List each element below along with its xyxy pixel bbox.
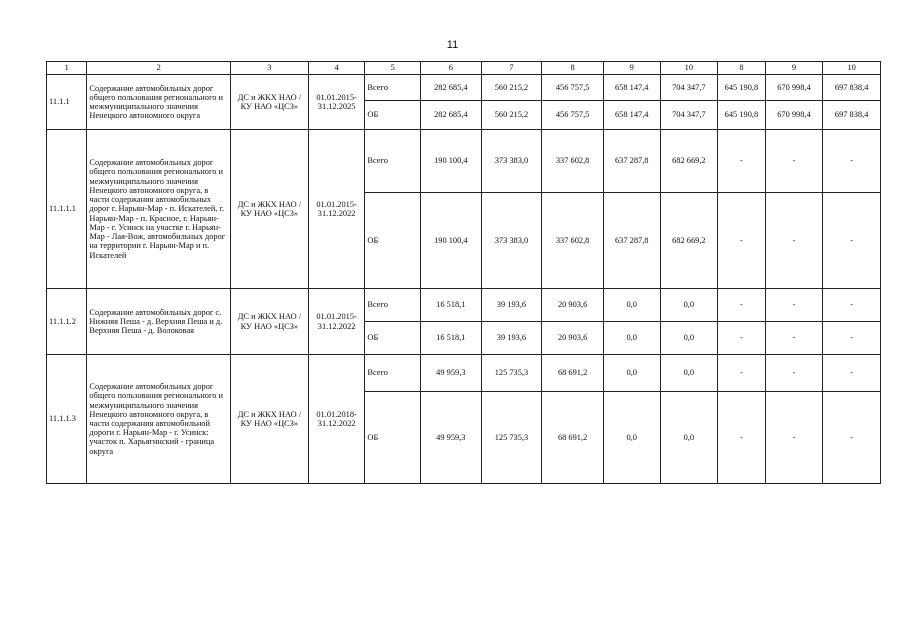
budget-table	[46, 61, 881, 484]
column-number: 9	[603, 62, 660, 75]
table-row	[47, 355, 881, 392]
item-code: 11.1.1.2	[47, 289, 87, 355]
table-row	[47, 130, 881, 193]
amount-cell: 190 100,4	[421, 193, 482, 289]
page-number: 11	[446, 39, 459, 51]
amount-cell: 39 193,6	[481, 322, 542, 355]
column-number: 2	[87, 62, 231, 75]
amount-cell: -	[718, 130, 766, 193]
amount-cell: 670 998,4	[765, 101, 823, 130]
amount-cell: 658 147,4	[603, 75, 660, 101]
amount-cell: -	[765, 322, 823, 355]
amount-cell: 637 287,8	[603, 193, 660, 289]
amount-cell: 39 193,6	[481, 289, 542, 322]
amount-cell: -	[718, 392, 766, 484]
amount-cell: -	[823, 289, 881, 322]
column-number: 5	[365, 62, 421, 75]
funding-source: ОБ	[365, 322, 421, 355]
item-period: 01.01.2018-31.12.2022	[308, 355, 365, 484]
amount-cell: 16 518,1	[421, 289, 482, 322]
item-code: 11.1.1	[47, 75, 87, 130]
item-executor: ДС и ЖКХ НАО / КУ НАО «ЦСЗ»	[230, 289, 308, 355]
amount-cell: 704 347,7	[660, 101, 718, 130]
funding-source: ОБ	[365, 193, 421, 289]
item-name: Содержание автомобильных дорог общего пользования регионального и межмуниципального значения Ненецкого автономного округа, в части содержания автомобильной дороги г. Нарьян-Мар - г. Усинск: участок п. Харьягинский - граница округа	[87, 355, 231, 484]
column-number: 1	[47, 62, 87, 75]
amount-cell: -	[718, 322, 766, 355]
item-period: 01.01.2015-31.12.2022	[308, 289, 365, 355]
amount-cell: -	[823, 322, 881, 355]
amount-cell: 0,0	[603, 355, 660, 392]
amount-cell: 282 685,4	[421, 101, 482, 130]
amount-cell: 337 602,8	[542, 193, 604, 289]
amount-cell: 0,0	[603, 322, 660, 355]
amount-cell: -	[718, 289, 766, 322]
amount-cell: 637 287,8	[603, 130, 660, 193]
column-number: 3	[230, 62, 308, 75]
amount-cell: 282 685,4	[421, 75, 482, 101]
item-executor: ДС и ЖКХ НАО / КУ НАО «ЦСЗ»	[230, 355, 308, 484]
amount-cell: 0,0	[660, 322, 718, 355]
amount-cell: -	[765, 130, 823, 193]
amount-cell: -	[765, 193, 823, 289]
column-number: 8	[542, 62, 604, 75]
amount-cell: 456 757,5	[542, 75, 604, 101]
item-period: 01.01.2015-31.12.2022	[308, 130, 365, 289]
item-executor: ДС и ЖКХ НАО / КУ НАО «ЦСЗ»	[230, 75, 308, 130]
amount-cell: 697 838,4	[823, 75, 881, 101]
funding-source: Всего	[365, 355, 421, 392]
item-code: 11.1.1.1	[47, 130, 87, 289]
amount-cell: 373 383,0	[481, 193, 542, 289]
item-name: Содержание автомобильных дорог общего пользования регионального и межмуниципального значения Ненецкого автономного округа	[87, 75, 231, 130]
amount-cell: 456 757,5	[542, 101, 604, 130]
amount-cell: 68 691,2	[542, 392, 604, 484]
funding-source: Всего	[365, 289, 421, 322]
column-number: 8	[718, 62, 766, 75]
amount-cell: 560 215,2	[481, 101, 542, 130]
item-name: Содержание автомобильных дорог общего пользования регионального и межмуниципального значения Ненецкого автономного округа, в части содержания автомобильных дорог г. Нарьян-Мар - п. Искателей, г. Нарьян-Мар - п. Красное, г. Нарьян-Мар - г. Усинск на участке г. Нарьян-Мар - Лая-Вож, автомобильных дорог на территории г. Нарьян-Мар и п. Искателей	[87, 130, 231, 289]
funding-source: ОБ	[365, 392, 421, 484]
amount-cell: 190 100,4	[421, 130, 482, 193]
amount-cell: 0,0	[603, 289, 660, 322]
item-period: 01.01.2015-31.12.2025	[308, 75, 365, 130]
amount-cell: 0,0	[660, 355, 718, 392]
amount-cell: -	[765, 289, 823, 322]
table-row	[47, 75, 881, 101]
amount-cell: 682 669,2	[660, 130, 718, 193]
amount-cell: 0,0	[660, 392, 718, 484]
amount-cell: 645 190,8	[718, 101, 766, 130]
amount-cell: -	[823, 355, 881, 392]
amount-cell: 20 903,6	[542, 322, 604, 355]
amount-cell: 0,0	[603, 392, 660, 484]
amount-cell: 125 735,3	[481, 392, 542, 484]
funding-source: ОБ	[365, 101, 421, 130]
amount-cell: -	[823, 392, 881, 484]
column-number: 10	[660, 62, 718, 75]
item-name: Содержание автомобильных дорог с. Нижняя Пеша - д. Верхняя Пеша и д. Верхняя Пеша - д. Волоковая	[87, 289, 231, 355]
amount-cell: 697 838,4	[823, 101, 881, 130]
funding-source: Всего	[365, 130, 421, 193]
column-number: 4	[308, 62, 365, 75]
amount-cell: 20 903,6	[542, 289, 604, 322]
column-number: 10	[823, 62, 881, 75]
amount-cell: 0,0	[660, 289, 718, 322]
amount-cell: 658 147,4	[603, 101, 660, 130]
amount-cell: 16 518,1	[421, 322, 482, 355]
column-number: 6	[421, 62, 482, 75]
amount-cell: 125 735,3	[481, 355, 542, 392]
amount-cell: 49 959,3	[421, 355, 482, 392]
amount-cell: -	[718, 193, 766, 289]
amount-cell: 645 190,8	[718, 75, 766, 101]
funding-source: Всего	[365, 75, 421, 101]
amount-cell: 68 691,2	[542, 355, 604, 392]
column-number-row	[47, 62, 881, 75]
amount-cell: 49 959,3	[421, 392, 482, 484]
column-number: 7	[481, 62, 542, 75]
item-code: 11.1.1.3	[47, 355, 87, 484]
amount-cell: -	[718, 355, 766, 392]
item-executor: ДС и ЖКХ НАО / КУ НАО «ЦСЗ»	[230, 130, 308, 289]
amount-cell: 373 383,0	[481, 130, 542, 193]
amount-cell: -	[765, 392, 823, 484]
column-number: 9	[765, 62, 823, 75]
amount-cell: -	[765, 355, 823, 392]
amount-cell: 682 669,2	[660, 193, 718, 289]
amount-cell: 560 215,2	[481, 75, 542, 101]
amount-cell: -	[823, 193, 881, 289]
amount-cell: 704 347,7	[660, 75, 718, 101]
amount-cell: 670 998,4	[765, 75, 823, 101]
amount-cell: -	[823, 130, 881, 193]
table-row	[47, 289, 881, 322]
amount-cell: 337 602,8	[542, 130, 604, 193]
